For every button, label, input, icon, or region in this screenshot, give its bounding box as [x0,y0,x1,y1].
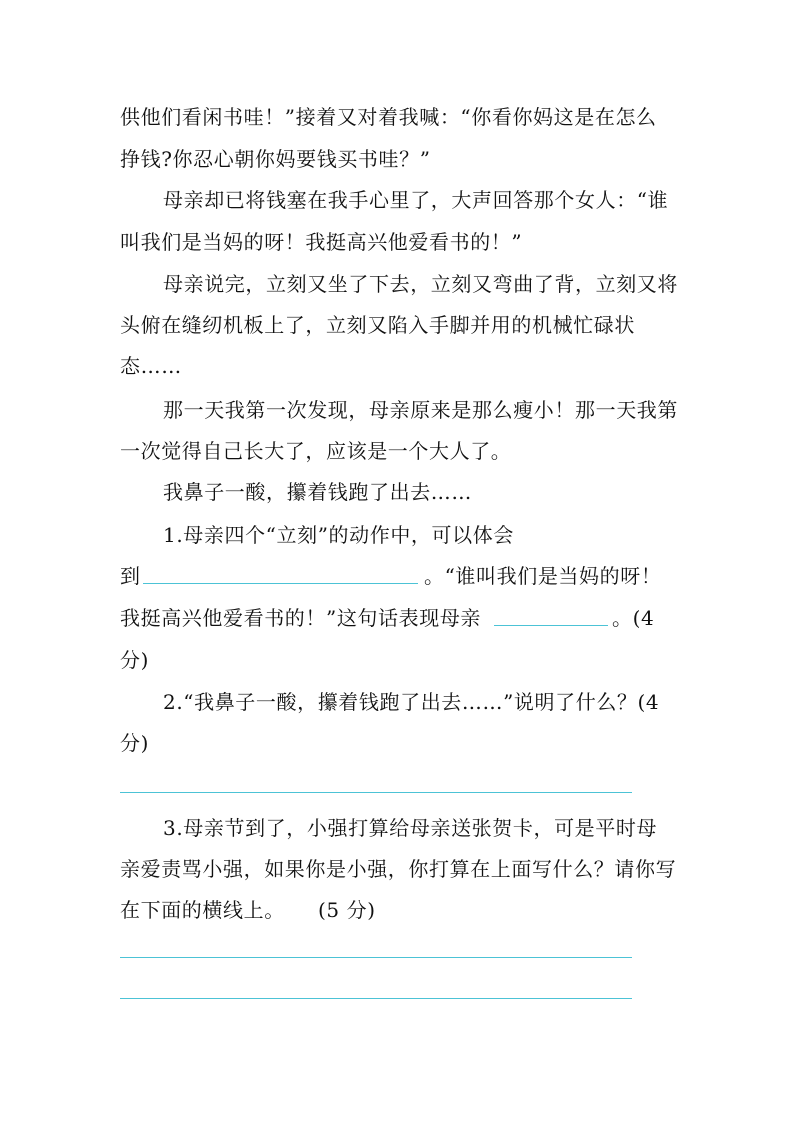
question-1-line-2-suffix: 。“谁叫我们是当妈的呀！ [424,564,662,588]
passage-line-5: 母亲说完，立刻又坐了下去，立刻又弯曲了背，立刻又将 [163,272,678,296]
passage-line-7: 态…… [120,354,182,378]
question-1-line-3-suffix: 。(4 [612,606,655,630]
passage-line-4: 叫我们是当妈的呀！我挺高兴他爱看书的！” [120,230,523,254]
question-1-line-3-prefix: 我挺高兴他爱看书的！”这句话表现母亲 [120,606,482,630]
question-3-score: (5 分) [318,898,376,922]
passage-line-1: 供他们看闲书哇！”接着又对着我喊：“你看你妈这是在怎么 [120,105,657,129]
question-3-line-1: 3.母亲节到了，小强打算给母亲送张贺卡，可是平时母 [163,816,658,840]
passage-line-8: 那一天我第一次发现，母亲原来是那么瘦小！那一天我第 [163,398,678,422]
answer-blank-q1-b[interactable] [494,625,608,626]
answer-blank-q1-a[interactable] [143,583,418,584]
question-1-line-2-prefix: 到 [120,564,141,588]
question-2-line-1: 2.“我鼻子一酸，攥着钱跑了出去……”说明了什么？(4 [163,690,660,714]
passage-line-3: 母亲却已将钱塞在我手心里了，大声回答那个女人：“谁 [163,188,669,212]
passage-line-2: 挣钱?你忍心朝你妈要钱买书哇？” [120,147,431,171]
passage-line-10: 我鼻子一酸，攥着钱跑了出去…… [163,480,472,504]
passage-line-6: 头俯在缝纫机板上了，立刻又陷入手脚并用的机械忙碌状 [120,313,635,337]
question-1-score: 分) [120,648,150,672]
question-3-line-3: 在下面的横线上。 [120,898,285,922]
passage-line-9: 一次觉得自己长大了，应该是一个大人了。 [120,439,512,463]
question-2-score: 分) [120,731,150,755]
answer-line-q3-1[interactable] [120,957,632,958]
answer-line-q3-2[interactable] [120,998,632,999]
question-1-line-1: 1.母亲四个“立刻”的动作中，可以体会 [163,523,514,547]
question-3-line-2: 亲爱责骂小强，如果你是小强，你打算在上面写什么？请你写 [120,857,677,881]
answer-line-q2[interactable] [120,792,632,793]
